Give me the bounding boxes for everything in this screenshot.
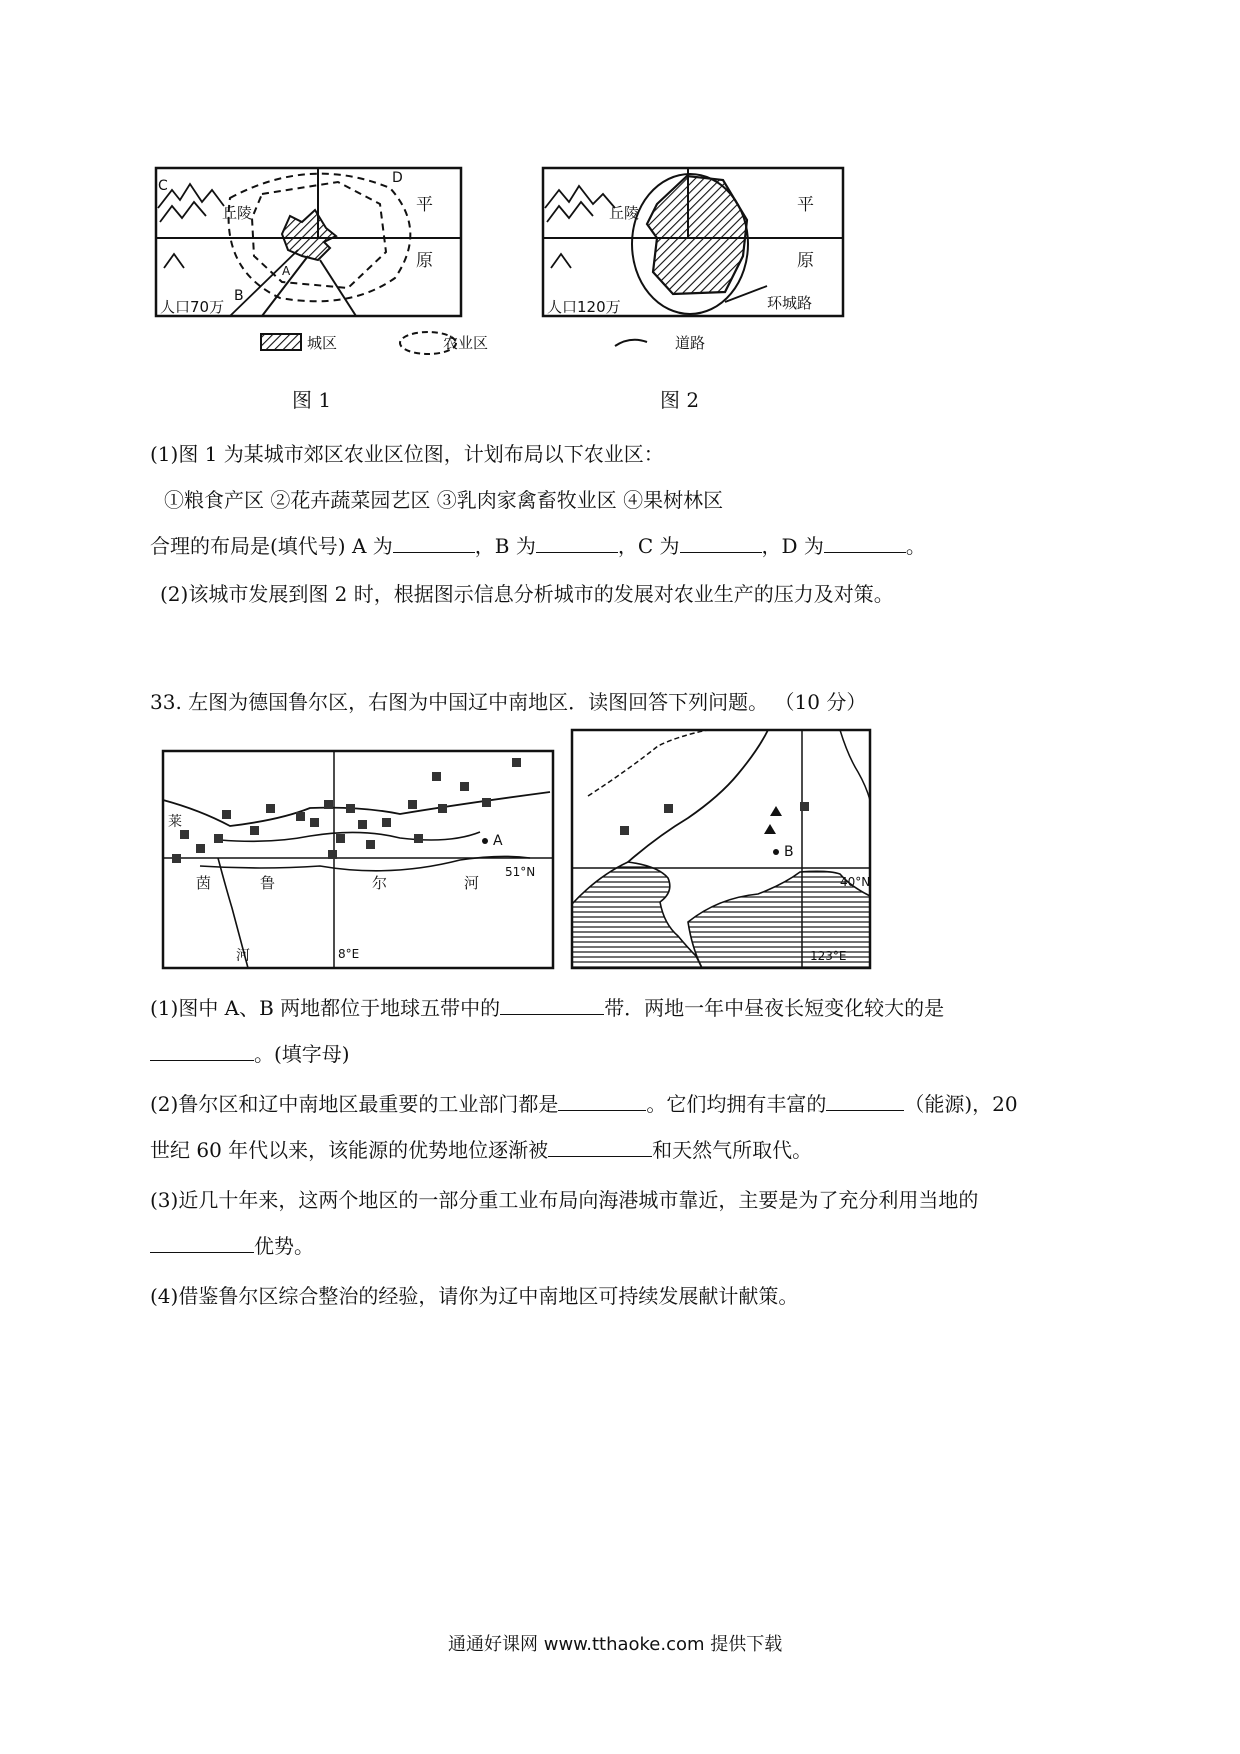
q33-q2-d: 世纪 60 年代以来，该能源的优势地位逐渐被 <box>150 1138 549 1162</box>
q32-fill-d: ，D 为 <box>761 534 824 558</box>
answer-blank-advantage[interactable] <box>150 1232 254 1253</box>
q33-q1-c: 。(填字母) <box>254 1042 350 1066</box>
q33-part3-line1: (3)近几十年来，这两个地区的一部分重工业布局向海港城市靠近，主要是为了充分利用当地的 <box>150 1188 979 1212</box>
q32-fill-c: ，C 为 <box>617 534 680 558</box>
legend-urban-label: 城区 <box>307 334 338 352</box>
fig1-plain-1: 平 <box>416 195 433 215</box>
fig1-letter-a: A <box>282 264 291 278</box>
ruhr-river-label-3: 河 <box>464 874 480 892</box>
answer-blank-d[interactable] <box>824 532 906 553</box>
q33-q1-b: 带．两地一年中昼夜长短变化较大的是 <box>604 996 945 1020</box>
liao-point-b-label: B <box>784 844 794 860</box>
caption-figure-1: 图 1 <box>292 388 332 412</box>
q33-title: 33. 左图为德国鲁尔区，右图为中国辽中南地区．读图回答下列问题。 （10 分） <box>150 690 867 714</box>
liao-longitude-label: 123°E <box>810 949 847 963</box>
page-footer: 通通好课网 www.tthaoke.com 提供下载 <box>448 1634 783 1655</box>
ruhr-longitude-label: 8°E <box>338 947 360 961</box>
ruhr-river-label-2: 尔 <box>372 874 388 892</box>
q32-fill-end: 。 <box>905 534 926 558</box>
ruhr-map <box>160 748 560 973</box>
q32-fill-prefix: 合理的布局是(填代号) A 为 <box>150 534 393 558</box>
ruhr-rhine-label-3: 河 <box>236 948 250 964</box>
answer-blank-c[interactable] <box>680 532 762 553</box>
liaozhongnan-map <box>568 726 878 972</box>
fig1-letter-b: B <box>234 288 244 304</box>
fig1-population: 人口70万 <box>160 298 225 316</box>
ruhr-river-label-1: 鲁 <box>260 874 276 892</box>
q33-q2-b: 。它们均拥有丰富的 <box>646 1092 827 1116</box>
answer-blank-industry[interactable] <box>558 1090 646 1111</box>
answer-blank-replacement[interactable] <box>548 1136 652 1157</box>
ruhr-rhine-label-2: 茵 <box>196 874 212 892</box>
q33-part3-line2 <box>150 1232 314 1260</box>
q33-q2-e: 和天然气所取代。 <box>652 1138 813 1162</box>
fig2-ring-road-label: 环城路 <box>767 294 813 312</box>
q33-q2-a: (2)鲁尔区和辽中南地区最重要的工业部门都是 <box>150 1092 559 1116</box>
legend-road-label: 道路 <box>675 334 706 352</box>
answer-blank-b[interactable] <box>536 532 618 553</box>
q33-part2-line2 <box>150 1136 812 1164</box>
fig1-hills-label: 丘陵 <box>222 204 253 222</box>
figure-1-map <box>150 160 475 330</box>
answer-blank-energy[interactable] <box>826 1090 904 1111</box>
fig1-letter-c: C <box>158 178 168 194</box>
fig2-plain-1: 平 <box>797 195 814 215</box>
ruhr-rhine-label-1: 莱 <box>168 814 182 830</box>
q33-q3-b: 优势。 <box>254 1234 314 1258</box>
fig1-letter-d: D <box>392 170 403 186</box>
q33-part1-line1 <box>150 994 944 1022</box>
q32-fill-line <box>150 532 926 560</box>
q32-options: ①粮食产区 ②花卉蔬菜园艺区 ③乳肉家禽畜牧业区 ④果树林区 <box>164 488 724 512</box>
fig2-plain-2: 原 <box>797 251 814 271</box>
figure-2-map <box>535 160 855 330</box>
q33-part1-line2 <box>150 1040 350 1068</box>
ruhr-point-a-label: A <box>493 833 503 849</box>
fig1-plain-2: 原 <box>416 251 433 271</box>
fig2-population: 人口120万 <box>547 298 621 316</box>
q33-part2-line1 <box>150 1090 1018 1118</box>
ruhr-latitude-label: 51°N <box>505 865 536 879</box>
q33-part4-text: (4)借鉴鲁尔区综合整治的经验，请你为辽中南地区可持续发展献计献策。 <box>150 1284 799 1308</box>
legend-farm-label: 农业区 <box>443 334 489 352</box>
answer-blank-zone[interactable] <box>500 994 604 1015</box>
q32-part1-text: (1)图 1 为某城市郊区农业区位图，计划布局以下农业区： <box>150 442 664 466</box>
liao-latitude-label: 40°N <box>840 875 871 889</box>
q32-fill-b: ，B 为 <box>474 534 536 558</box>
answer-blank-a[interactable] <box>393 532 475 553</box>
q33-q2-c: （能源)，20 <box>904 1092 1018 1116</box>
caption-figure-2: 图 2 <box>660 388 700 412</box>
answer-blank-letter[interactable] <box>150 1040 254 1061</box>
fig2-hills-label: 丘陵 <box>609 204 640 222</box>
q33-q1-a: (1)图中 A、B 两地都位于地球五带中的 <box>150 996 501 1020</box>
q32-part2-text: (2)该城市发展到图 2 时，根据图示信息分析城市的发展对农业生产的压力及对策。 <box>160 582 894 606</box>
figure-legend <box>255 326 715 360</box>
